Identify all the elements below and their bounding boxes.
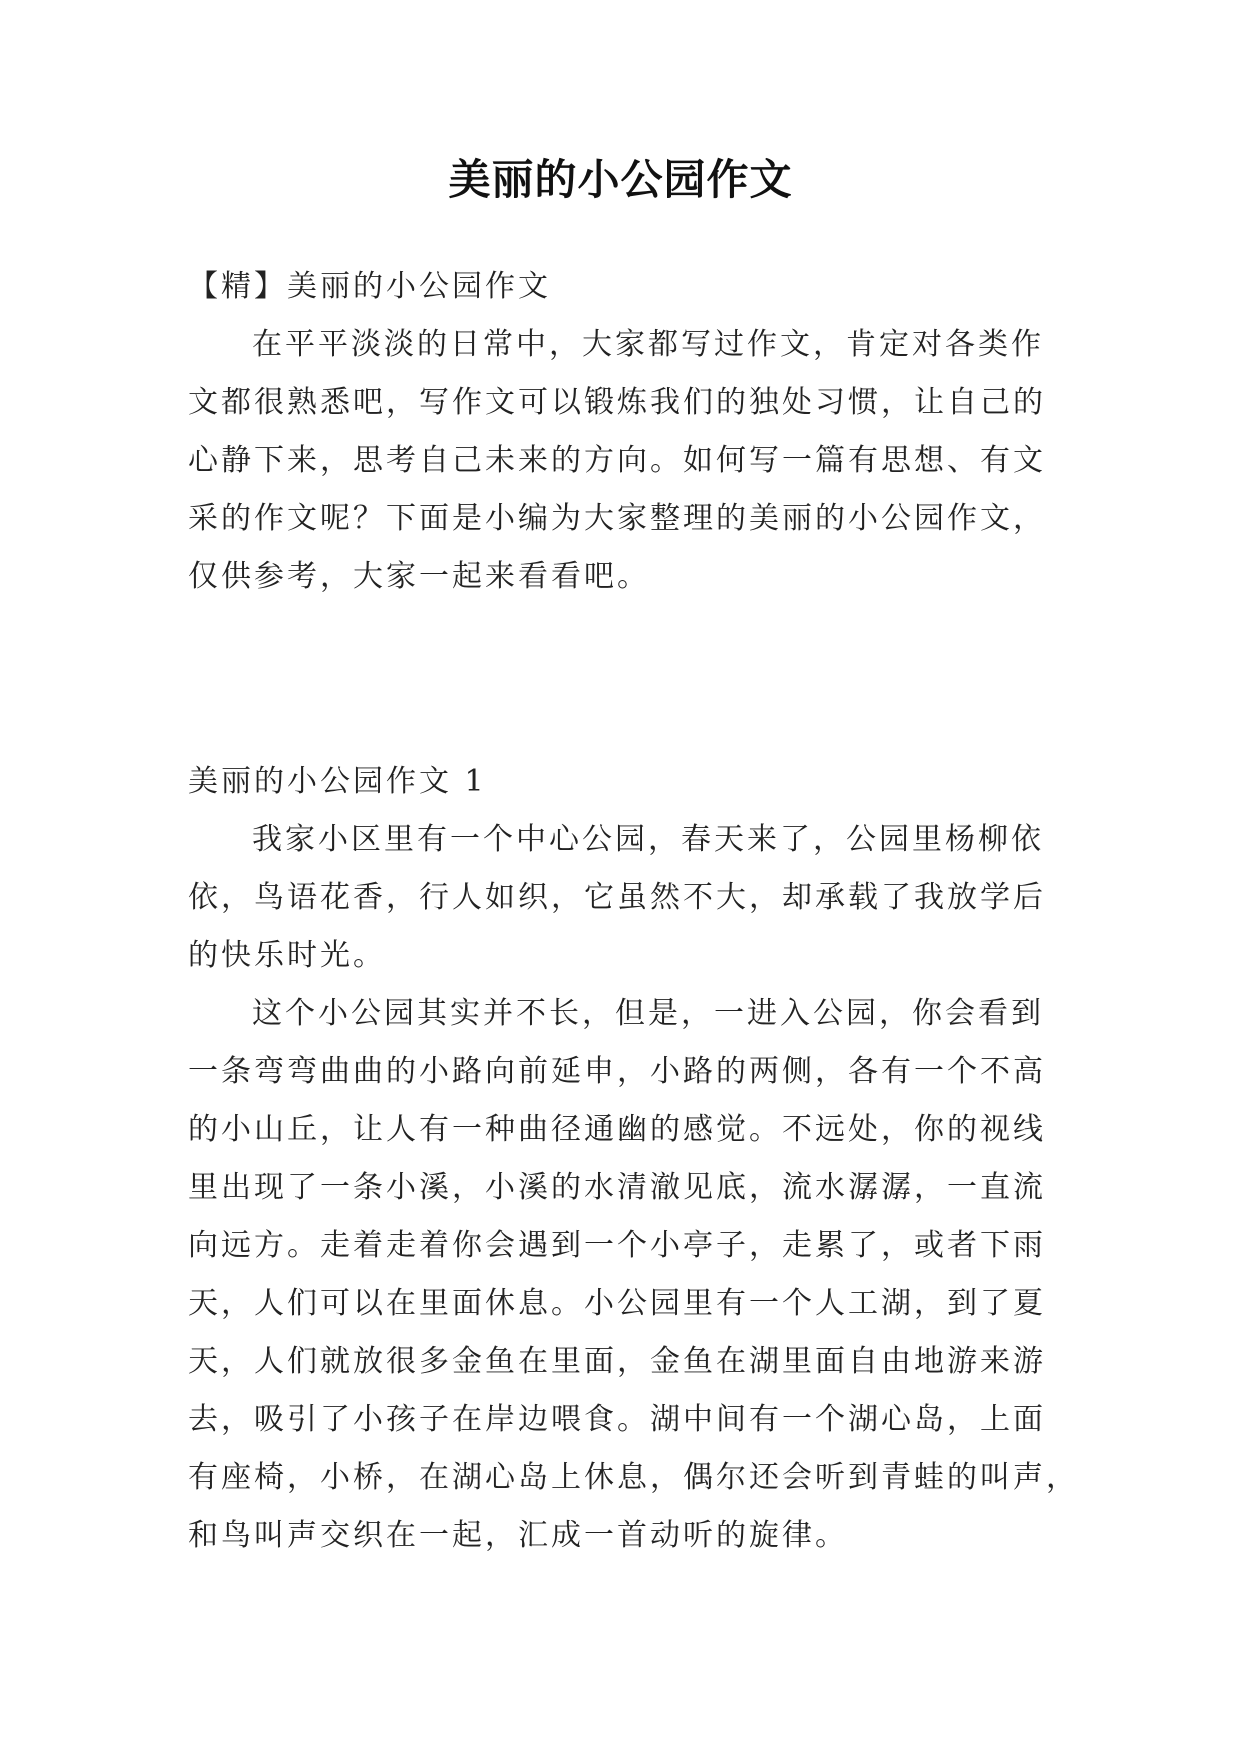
paragraph-line: 有座椅，小桥，在湖心岛上休息，偶尔还会听到青蛙的叫声， — [188, 1460, 1079, 1495]
intro-line: 心静下来，思考自己未来的方向。如何写一篇有思想、有文 — [188, 443, 1046, 478]
intro-heading: 【精】美丽的小公园作文 — [188, 269, 551, 304]
essay-paragraph-1 — [188, 811, 1068, 985]
paragraph-line: 天，人们就放很多金鱼在里面，金鱼在湖里面自由地游来游 — [188, 1344, 1046, 1379]
paragraph-line: 和鸟叫声交织在一起，汇成一首动听的旋律。 — [188, 1518, 848, 1553]
intro-line: 文都很熟悉吧，写作文可以锻炼我们的独处习惯，让自己的 — [188, 385, 1046, 420]
intro-line: 在平平淡淡的日常中，大家都写过作文，肯定对各类作 — [252, 327, 1044, 362]
essay-heading: 美丽的小公园作文 1 — [188, 764, 487, 799]
page-title: 美丽的小公园作文 — [448, 155, 793, 204]
paragraph-line: 向远方。走着走着你会遇到一个小亭子，走累了，或者下雨 — [188, 1228, 1046, 1263]
intro-line: 采的作文呢？下面是小编为大家整理的美丽的小公园作文， — [188, 501, 1046, 536]
paragraph-line: 里出现了一条小溪，小溪的水清澈见底，流水潺潺，一直流 — [188, 1170, 1046, 1205]
paragraph-line: 天，人们可以在里面休息。小公园里有一个人工湖，到了夏 — [188, 1286, 1046, 1321]
paragraph-line: 依，鸟语花香，行人如织，它虽然不大，却承载了我放学后 — [188, 880, 1046, 915]
paragraph-line: 去，吸引了小孩子在岸边喂食。湖中间有一个湖心岛，上面 — [188, 1402, 1046, 1437]
essay-paragraph-2 — [188, 985, 1079, 1565]
intro-line: 仅供参考，大家一起来看看吧。 — [188, 559, 650, 594]
paragraph-line: 的小山丘，让人有一种曲径通幽的感觉。不远处，你的视线 — [188, 1112, 1046, 1147]
paragraph-line: 的快乐时光。 — [188, 938, 386, 973]
essay-section — [188, 753, 1079, 1565]
paragraph-line: 这个小公园其实并不长，但是，一进入公园，你会看到 — [252, 996, 1044, 1031]
paragraph-line: 我家小区里有一个中心公园，春天来了，公园里杨柳依 — [252, 822, 1044, 857]
paragraph-line: 一条弯弯曲曲的小路向前延申，小路的两侧，各有一个不高 — [188, 1054, 1046, 1089]
intro-section — [188, 258, 1068, 606]
